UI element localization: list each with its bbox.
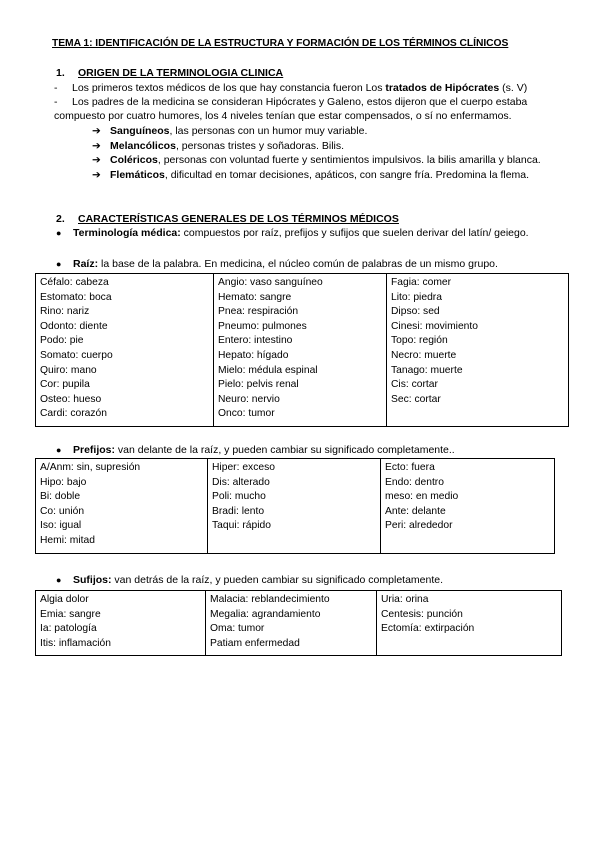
table-cell: Dis: alterado (212, 476, 270, 488)
table-cell: Bi: doble (40, 491, 81, 503)
table-cell: Entero: intestino (218, 335, 293, 347)
table-cell: Podo: pie (40, 335, 84, 347)
document-title: TEMA 1: IDENTIFICACIÓN DE LA ESTRUCTURA Y FORMACIÓN DE LOS TÉRMINOS CLÍNICOS (52, 38, 509, 49)
table-cell: Pielo: pelvis renal (218, 379, 299, 391)
bullet-icon: ● (56, 259, 62, 269)
table-cell: Hipo: bajo (40, 476, 87, 488)
table-cell: Algia dolor (40, 594, 89, 605)
table-cell: Angio: vaso sanguíneo (218, 277, 323, 288)
prefijos-table (35, 458, 555, 554)
prefijos-column-2 (208, 459, 381, 554)
bullet-prefijos: ● Prefijos: van delante de la raíz, y pueden cambiar su significado completamente.. (56, 444, 455, 456)
sufijos-table (35, 590, 562, 656)
table-cell: Odonto: diente (40, 320, 108, 332)
section-2-heading (56, 212, 399, 226)
section-1-title: ORIGEN DE LA TERMINOLOGIA CLINICA (78, 67, 284, 79)
table-cell: Necro: muerte (391, 349, 457, 361)
table-cell: Ectomía: extirpación (381, 623, 475, 635)
tratados-bold: tratados de Hipócrates (385, 82, 500, 94)
table-cell: Somato: cuerpo (40, 349, 113, 361)
paragraph-padres: - Los padres de la medicina se consideran Hipócrates y Galeno, estos dijeron que el cuerpo estaba compuesto por cuatro humores, los 4 niveles tenían que estar compensados, o sí no enfermamos. (54, 96, 528, 123)
table-cell: Tanago: muerte (391, 364, 463, 376)
paragraph-hipocrates: - Los primeros textos médicos de los que hay constancia fueron Los tratados de Hipócrates (s. V) (54, 82, 528, 94)
table-cell: Topo: región (391, 335, 448, 347)
table-cell: Ante: delante (385, 505, 446, 517)
table-cell: Co: unión (40, 505, 85, 517)
table-cell: meso: en medio (385, 491, 459, 503)
table-cell: A/Anm: sin, supresión (40, 462, 141, 473)
table-cell: Céfalo: cabeza (40, 277, 109, 288)
table-cell: Bradi: lento (212, 505, 265, 517)
table-cell: Osteo: hueso (40, 393, 102, 405)
humor-item: ➔ Melancólicos, personas tristes y soñadoras. Bilis. (92, 140, 345, 152)
sufijos-column-3 (377, 591, 562, 656)
table-cell: Hemato: sangre (218, 291, 292, 303)
table-cell: Neuro: nervio (218, 393, 280, 405)
humor-item: ➔ Flemáticos, dificultad en tomar decisiones, apáticos, con sangre fría. Predomina la flema. (92, 169, 530, 181)
table-cell: Pneumo: pulmones (218, 320, 307, 332)
table-cell: Taqui: rápido (212, 520, 271, 532)
table-cell: Peri: alrededor (385, 520, 453, 532)
table-cell: Patiam enfermedad (210, 637, 300, 649)
table-cell: Onco: tumor (218, 408, 275, 420)
table-cell: Cor: pupila (40, 379, 90, 391)
arrow-icon: ➔ (92, 154, 101, 166)
table-cell: Cinesi: movimiento (391, 320, 478, 332)
arrow-icon: ➔ (92, 125, 101, 137)
bullet-sufijos: ● Sufijos: van detrás de la raíz, y pueden cambiar su significado completamente. (56, 574, 444, 586)
section-2-number: 2. (56, 213, 65, 225)
table-cell: Itis: inflamación (40, 637, 111, 649)
humor-item: ➔ Sanguíneos, las personas con un humor muy variable. (92, 125, 368, 137)
bullet-raiz: ● Raíz: la base de la palabra. En medicina, el núcleo común de palabras de un mismo grupo. (56, 258, 498, 270)
prefijos-column-3 (381, 459, 555, 554)
dash-marker: - (54, 96, 58, 108)
table-cell: Ia: patología (40, 623, 97, 635)
table-cell: Oma: tumor (210, 623, 265, 635)
prefijos-column-1 (36, 459, 208, 554)
raiz-column-1 (36, 274, 214, 427)
raiz-column-2 (214, 274, 387, 427)
table-cell: Cis: cortar (391, 379, 438, 391)
table-cell: Malacia: reblandecimiento (210, 594, 330, 605)
arrow-icon: ➔ (92, 140, 101, 152)
raiz-column-3 (387, 274, 569, 427)
arrow-icon: ➔ (92, 169, 101, 181)
table-cell: Fagia: comer (391, 277, 452, 288)
table-cell: Hiper: exceso (212, 462, 275, 473)
table-cell: Iso: igual (40, 520, 82, 532)
table-cell: Megalia: agrandamiento (210, 608, 321, 620)
section-2-title: CARACTERÍSTICAS GENERALES DE LOS TÉRMINOS MÉDICOS (78, 213, 399, 225)
table-cell: Estomato: boca (40, 291, 112, 303)
table-cell: Cardi: corazón (40, 408, 107, 420)
table-cell: Uria: orina (381, 594, 429, 605)
table-cell: Mielo: médula espinal (218, 364, 318, 376)
sufijos-column-1 (36, 591, 206, 656)
table-cell: Emia: sangre (40, 608, 101, 620)
table-cell: Sec: cortar (391, 393, 441, 405)
table-cell: Hepato: hígado (218, 349, 289, 361)
table-cell: Rino: nariz (40, 306, 90, 318)
bullet-terminologia: ● Terminología médica: compuestos por raíz, prefijos y sufijos que suelen derivar del latín/ geiego. (56, 227, 529, 239)
table-cell: Centesis: punción (381, 608, 463, 620)
sufijos-column-2 (206, 591, 377, 656)
dash-marker: - (54, 82, 58, 94)
table-cell: Ecto: fuera (385, 462, 435, 473)
table-cell: Poli: mucho (212, 491, 266, 503)
table-cell: Lito: piedra (391, 291, 442, 303)
humor-item: ➔ Coléricos, personas con voluntad fuerte y sentimientos impulsivos. la bilis amarilla y blanca. (92, 154, 541, 166)
table-cell: Quiro: mano (40, 364, 97, 376)
table-cell: Hemi: mitad (40, 534, 95, 546)
section-1-heading (56, 66, 283, 80)
bullet-icon: ● (56, 575, 62, 585)
table-cell: Dipso: sed (391, 306, 440, 318)
table-cell: Endo: dentro (385, 476, 444, 488)
table-cell: Pnea: respiración (218, 306, 299, 318)
bullet-icon: ● (56, 445, 62, 455)
bullet-icon: ● (56, 228, 62, 238)
section-1-number: 1. (56, 67, 65, 79)
raiz-table (35, 273, 569, 427)
